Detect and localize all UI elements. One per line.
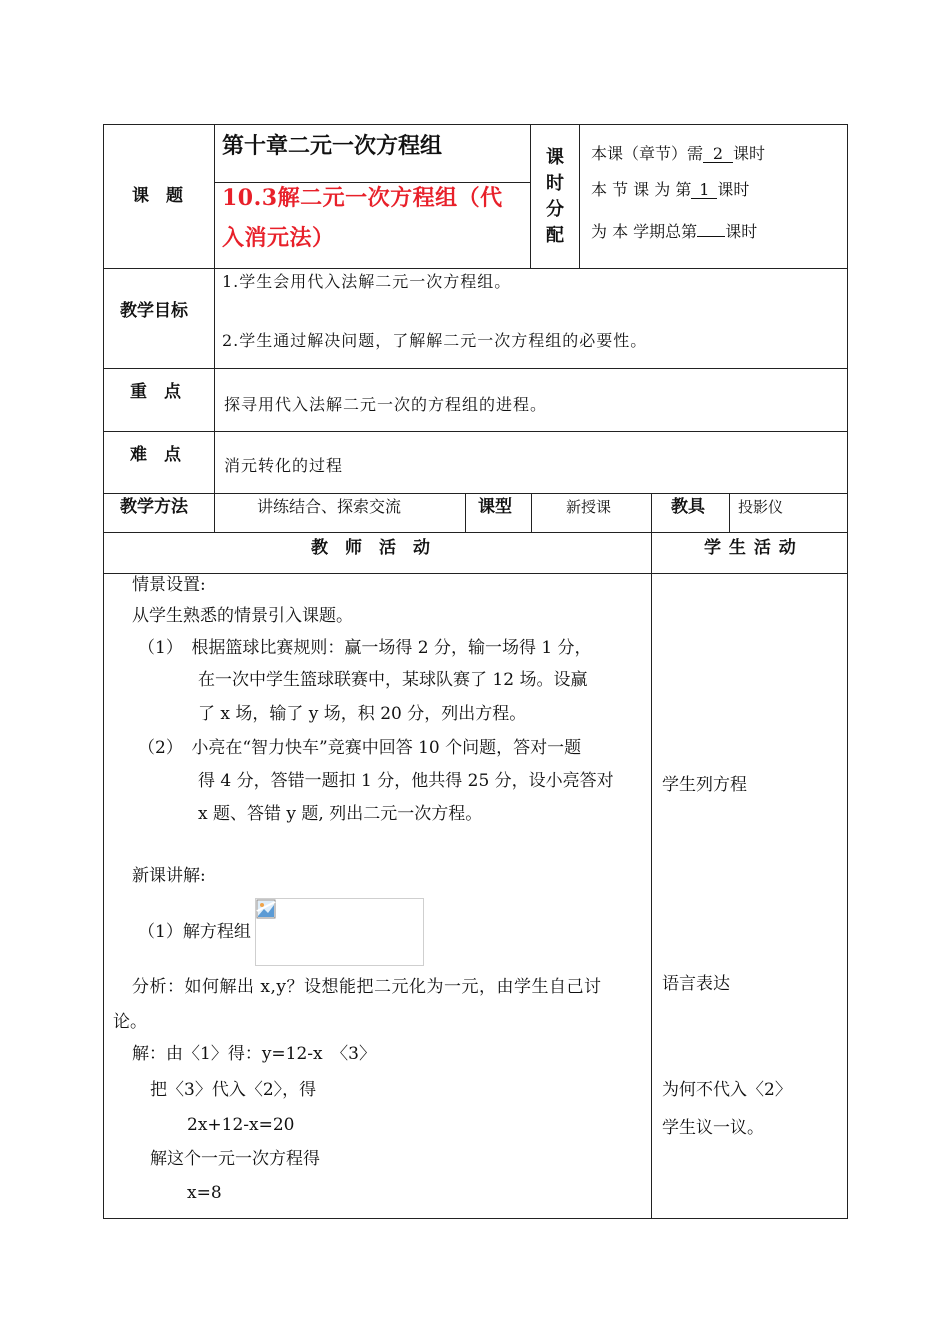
method-label: 教学方法 [120,497,188,517]
broken-image-icon [256,899,276,919]
border-method-col2 [465,493,466,532]
type-label: 课型 [478,497,512,517]
border-label-col [214,124,215,493]
teacher-line: 论。 [113,1012,147,1032]
teacher-line: 2x+12-x=20 [187,1115,295,1135]
tool-label: 教具 [671,497,705,517]
teacher-line: 解：由〈1〉得：y=12-x 〈3〉 [132,1044,376,1064]
period-label [545,145,565,249]
border-method-col5 [729,493,730,532]
difficulty-text: 消元转化的过程 [224,456,344,475]
period-line3 [591,220,757,240]
key-point-text: 探寻用代入法解二元一次的方程组的进程。 [224,395,548,414]
teacher-line: x=8 [187,1183,222,1203]
topic-label: 课 题 [132,186,183,206]
teacher-line: 分析：如何解出 x,y？设想能把二元化为一元，由学生自己讨 [132,977,602,997]
type-value: 新授课 [566,498,612,516]
teacher-line: 从学生熟悉的情景引入课题。 [132,606,353,626]
lesson-title-line2: 入消元法） [222,225,335,251]
lesson-title-line1: 10.3解二元一次方程组（代 [222,185,503,211]
border-row6-bottom [103,573,848,574]
period-line3-suffix: 课时 [725,222,758,241]
period-line2-value: 1 [691,182,717,199]
teacher-line: 把〈3〉代入〈2〉，得 [150,1080,317,1100]
teacher-line: 解这个一元一次方程得 [150,1149,320,1169]
border-header-col1 [530,124,531,268]
teacher-line: 了 x 场，输了 y 场，积 20 分，列出方程。 [198,704,527,724]
student-line: 语言表达 [662,974,730,994]
period-label-char: 课 [546,147,564,168]
period-label-char: 配 [546,225,564,246]
teacher-line: 得 4 分，答错一题扣 1 分，他共得 25 分，设小亮答对 [198,771,614,791]
chapter-title: 第十章二元一次方程组 [222,133,443,159]
goals-label: 教学目标 [120,301,188,321]
border-right [847,124,848,1219]
student-line: 为何不代入〈2〉 [662,1080,792,1100]
student-line: 学生议一议。 [662,1118,764,1138]
period-line1-suffix: 课时 [733,144,766,163]
period-line1-prefix: 本课（章节）需 [591,144,704,163]
border-row5-bottom [103,532,848,533]
period-line1-value: 2 [703,146,733,163]
period-label-char: 时 [546,173,564,194]
tool-value: 投影仪 [738,498,784,516]
student-activity-header: 学 生 活 动 [704,538,797,558]
border-bottom [103,1218,848,1219]
difficulty-label: 难 点 [130,445,181,465]
period-line2-prefix: 本 节 课 为 第 [591,180,692,199]
period-line3-prefix: 为 本 学期总第 [591,222,698,241]
teacher-line: （2） 小亮在“智力快车”竞赛中回答 10 个问题，答对一题 [138,738,582,758]
period-line1 [591,146,765,163]
goal-item-1: 1.学生会用代入法解二元一次方程组。 [222,272,512,291]
teacher-line: 新课讲解: [132,866,206,886]
border-method-col3 [531,493,532,532]
teacher-line: 在一次中学生篮球联赛中，某球队赛了 12 场。设赢 [198,670,588,690]
teacher-activity-header: 教 师 活 动 [311,538,430,558]
teacher-line: x 题、答错 y 题, 列出二元一次方程。 [198,804,483,824]
goal-item-2: 2.学生通过解决问题，了解解二元一次方程组的必要性。 [222,331,648,350]
teacher-line: 情景设置: [132,575,206,595]
period-label-char: 分 [546,199,564,220]
border-method-col1 [214,493,215,532]
key-point-label: 重 点 [130,382,181,402]
period-line2 [591,182,749,199]
border-header-split [214,182,530,183]
method-value: 讲练结合、探索交流 [257,497,402,516]
border-left [103,124,104,1219]
period-line2-suffix: 课时 [717,180,750,199]
student-line: 学生列方程 [662,775,747,795]
teacher-line: （1）解方程组 [138,922,251,942]
teacher-line: （1） 根据篮球比赛规则：赢一场得 2 分，输一场得 1 分， [138,638,592,658]
border-method-col4 [651,493,652,532]
border-activity-col [651,532,652,1219]
border-header-col2 [579,124,580,268]
equation-image-placeholder [255,898,424,966]
period-line3-value [697,220,725,237]
